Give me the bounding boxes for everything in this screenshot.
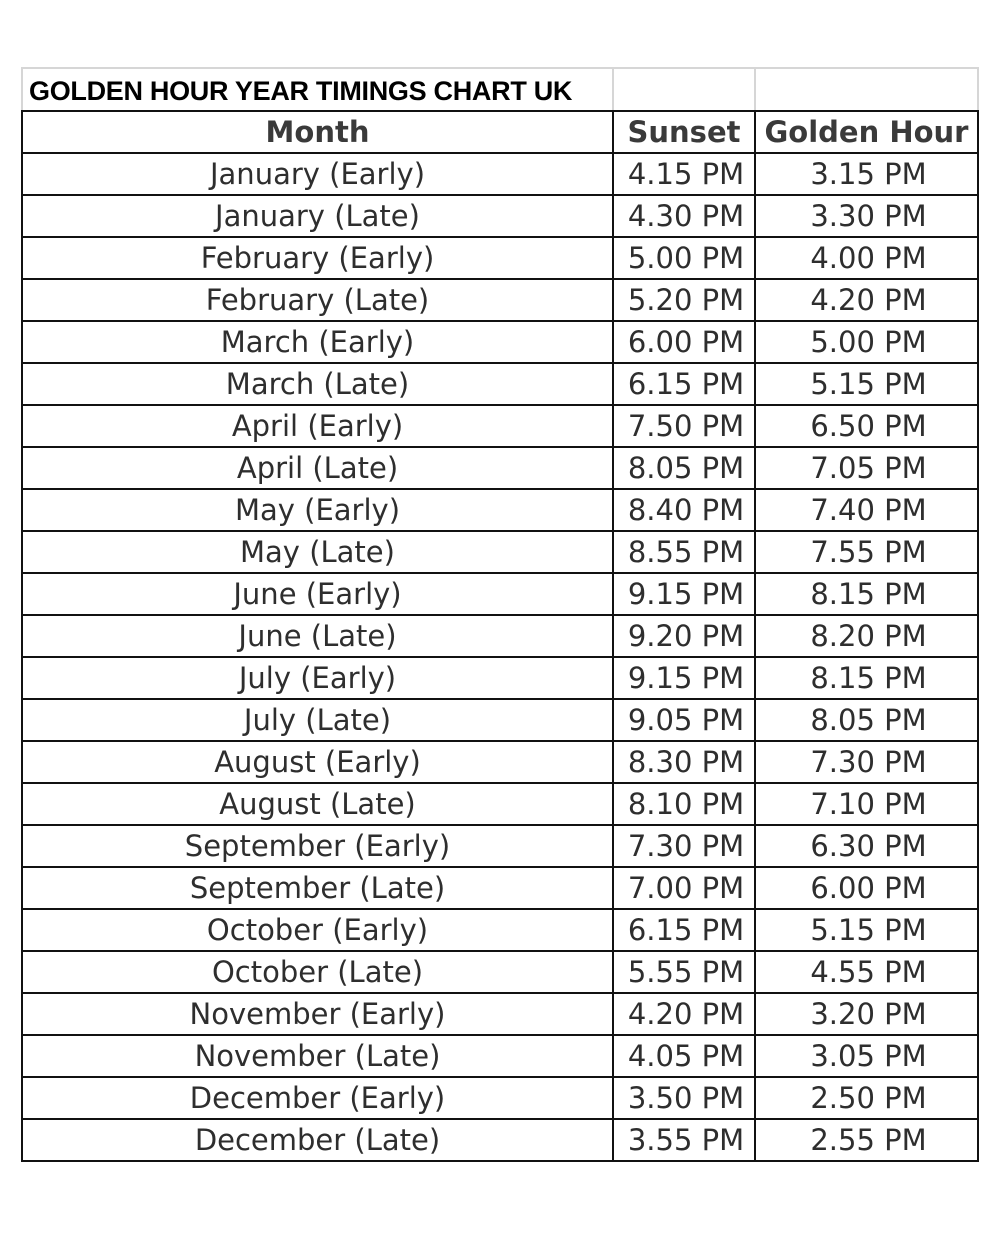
month-cell: November (Early) <box>22 993 613 1035</box>
table-row <box>22 447 978 489</box>
table-row <box>22 363 978 405</box>
table-row <box>22 825 978 867</box>
golden-hour-cell: 3.20 PM <box>755 993 978 1035</box>
header-sunset: Sunset <box>613 111 755 153</box>
sunset-cell: 4.15 PM <box>613 153 755 195</box>
table-row <box>22 951 978 993</box>
header-row <box>22 111 978 153</box>
golden-hour-cell: 7.40 PM <box>755 489 978 531</box>
golden-hour-cell: 6.50 PM <box>755 405 978 447</box>
month-cell: March (Early) <box>22 321 613 363</box>
month-cell: July (Late) <box>22 699 613 741</box>
golden-hour-table <box>21 67 979 1162</box>
sunset-cell: 8.05 PM <box>613 447 755 489</box>
sunset-cell: 9.05 PM <box>613 699 755 741</box>
golden-hour-cell: 5.15 PM <box>755 909 978 951</box>
month-cell: February (Early) <box>22 237 613 279</box>
sunset-cell: 8.10 PM <box>613 783 755 825</box>
month-cell: July (Early) <box>22 657 613 699</box>
table-row <box>22 1035 978 1077</box>
sunset-cell: 4.05 PM <box>613 1035 755 1077</box>
golden-hour-cell: 3.05 PM <box>755 1035 978 1077</box>
sunset-cell: 9.20 PM <box>613 615 755 657</box>
table-row <box>22 699 978 741</box>
golden-hour-cell: 3.30 PM <box>755 195 978 237</box>
sunset-cell: 4.20 PM <box>613 993 755 1035</box>
sunset-cell: 9.15 PM <box>613 657 755 699</box>
sunset-cell: 5.00 PM <box>613 237 755 279</box>
table-row <box>22 321 978 363</box>
table-row <box>22 1077 978 1119</box>
month-cell: April (Late) <box>22 447 613 489</box>
month-cell: August (Late) <box>22 783 613 825</box>
empty-cell <box>755 68 978 111</box>
table-row <box>22 153 978 195</box>
empty-cell <box>613 68 755 111</box>
month-cell: February (Late) <box>22 279 613 321</box>
header-month: Month <box>22 111 613 153</box>
month-cell: August (Early) <box>22 741 613 783</box>
table-row <box>22 657 978 699</box>
table-row <box>22 1119 978 1161</box>
month-cell: September (Late) <box>22 867 613 909</box>
sunset-cell: 5.55 PM <box>613 951 755 993</box>
sunset-cell: 6.15 PM <box>613 363 755 405</box>
table-row <box>22 237 978 279</box>
golden-hour-cell: 2.50 PM <box>755 1077 978 1119</box>
month-cell: March (Late) <box>22 363 613 405</box>
golden-hour-cell: 8.20 PM <box>755 615 978 657</box>
table-row <box>22 867 978 909</box>
golden-hour-cell: 8.15 PM <box>755 657 978 699</box>
table-row <box>22 909 978 951</box>
title-row <box>22 68 978 111</box>
golden-hour-cell: 8.15 PM <box>755 573 978 615</box>
sunset-cell: 8.40 PM <box>613 489 755 531</box>
golden-hour-cell: 8.05 PM <box>755 699 978 741</box>
sunset-cell: 8.30 PM <box>613 741 755 783</box>
month-cell: October (Early) <box>22 909 613 951</box>
golden-hour-cell: 4.20 PM <box>755 279 978 321</box>
month-cell: December (Late) <box>22 1119 613 1161</box>
sunset-cell: 6.00 PM <box>613 321 755 363</box>
timings-sheet <box>21 67 977 1162</box>
sunset-cell: 3.55 PM <box>613 1119 755 1161</box>
month-cell: June (Early) <box>22 573 613 615</box>
golden-hour-cell: 7.05 PM <box>755 447 978 489</box>
sunset-cell: 4.30 PM <box>613 195 755 237</box>
month-cell: November (Late) <box>22 1035 613 1077</box>
sunset-cell: 6.15 PM <box>613 909 755 951</box>
month-cell: May (Early) <box>22 489 613 531</box>
table-row <box>22 741 978 783</box>
golden-hour-cell: 7.30 PM <box>755 741 978 783</box>
sunset-cell: 5.20 PM <box>613 279 755 321</box>
golden-hour-cell: 6.00 PM <box>755 867 978 909</box>
sunset-cell: 8.55 PM <box>613 531 755 573</box>
golden-hour-cell: 5.00 PM <box>755 321 978 363</box>
sunset-cell: 7.50 PM <box>613 405 755 447</box>
month-cell: September (Early) <box>22 825 613 867</box>
table-row <box>22 783 978 825</box>
table-row <box>22 489 978 531</box>
table-row <box>22 279 978 321</box>
golden-hour-cell: 3.15 PM <box>755 153 978 195</box>
golden-hour-cell: 7.10 PM <box>755 783 978 825</box>
table-row <box>22 405 978 447</box>
table-row <box>22 531 978 573</box>
sheet-title: GOLDEN HOUR YEAR TIMINGS CHART UK <box>22 68 613 111</box>
golden-hour-cell: 6.30 PM <box>755 825 978 867</box>
month-cell: April (Early) <box>22 405 613 447</box>
sunset-cell: 7.30 PM <box>613 825 755 867</box>
sunset-cell: 9.15 PM <box>613 573 755 615</box>
month-cell: June (Late) <box>22 615 613 657</box>
table-row <box>22 993 978 1035</box>
golden-hour-cell: 2.55 PM <box>755 1119 978 1161</box>
header-golden-hour: Golden Hour <box>755 111 978 153</box>
month-cell: January (Early) <box>22 153 613 195</box>
golden-hour-cell: 7.55 PM <box>755 531 978 573</box>
sunset-cell: 7.00 PM <box>613 867 755 909</box>
month-cell: December (Early) <box>22 1077 613 1119</box>
golden-hour-cell: 4.55 PM <box>755 951 978 993</box>
table-row <box>22 195 978 237</box>
golden-hour-cell: 4.00 PM <box>755 237 978 279</box>
table-row <box>22 573 978 615</box>
month-cell: October (Late) <box>22 951 613 993</box>
golden-hour-cell: 5.15 PM <box>755 363 978 405</box>
month-cell: January (Late) <box>22 195 613 237</box>
sunset-cell: 3.50 PM <box>613 1077 755 1119</box>
table-row <box>22 615 978 657</box>
month-cell: May (Late) <box>22 531 613 573</box>
